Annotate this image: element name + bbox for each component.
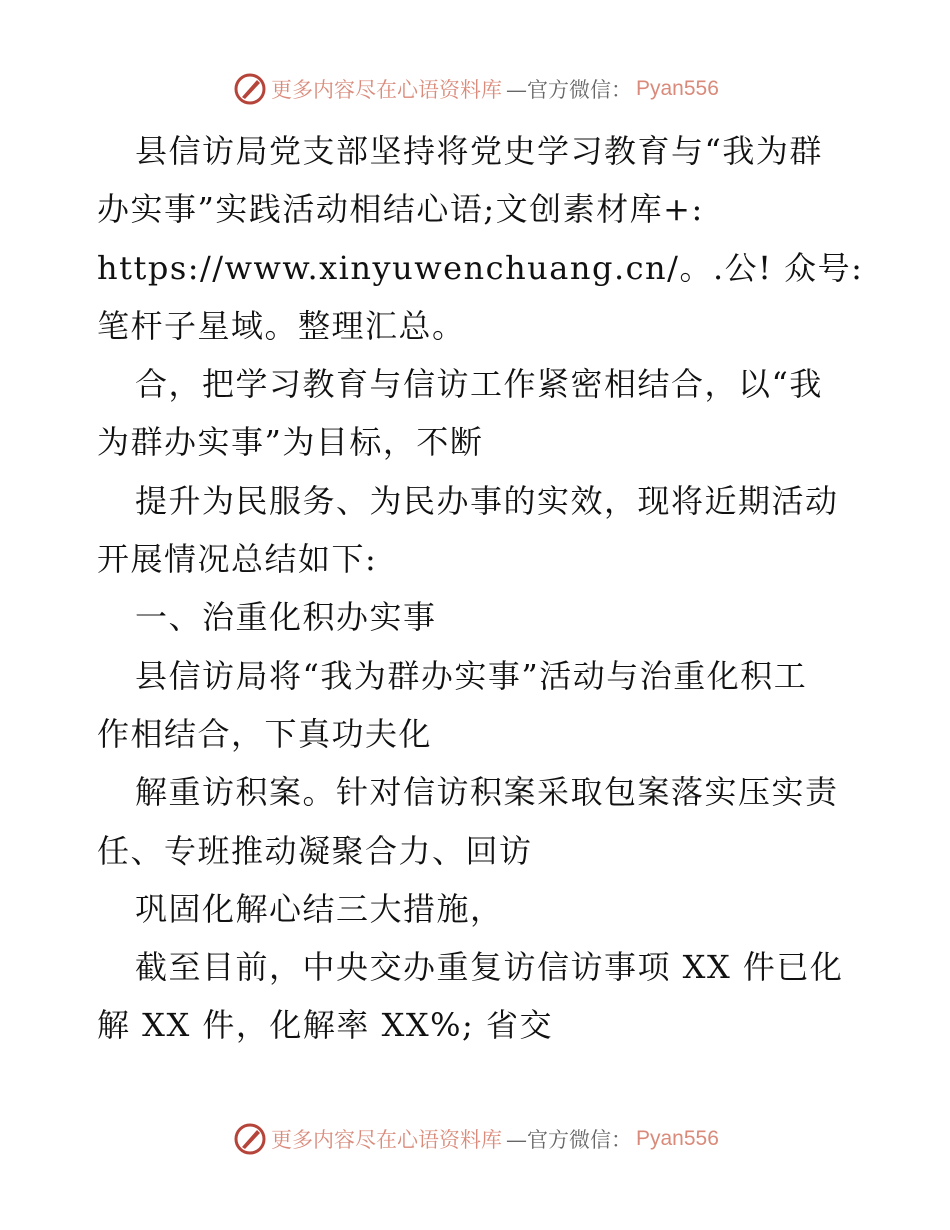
document-body: [97, 122, 864, 1055]
pen-logo-icon: [233, 1122, 267, 1156]
watermark-text: 更多内容尽在心语资料库: [271, 1128, 502, 1152]
text-line: 巩固化解心结三大措施，: [135, 889, 504, 928]
watermark-text: 更多内容尽在心语资料库: [271, 78, 502, 102]
text-line: 开展情况总结如下:: [97, 540, 378, 579]
watermark-wechat-id: Pyan556: [636, 77, 719, 100]
text-line: 任、专班推动凝聚合力、回访: [97, 831, 533, 870]
header-watermark: [233, 72, 719, 106]
text-line: 县信访局党支部坚持将党史学习教育与“我为群: [135, 132, 823, 170]
text-line: 为群办实事”为目标，不断: [97, 423, 484, 462]
text-line: 作相结合，下真功夫化: [97, 714, 433, 753]
watermark-wechat-id: Pyan556: [636, 1127, 719, 1150]
footer-watermark: [233, 1122, 719, 1156]
text-line: 合，把学习教育与信访工作紧密相结合，以“我: [135, 365, 823, 404]
text-line: https://www.xinyuwenchuang.cn/。.公! 众号:: [97, 248, 864, 287]
text-line: 解重访积案。针对信访积案采取包案落实压实责: [135, 773, 839, 812]
text-line: 解 XX 件，化解率 XX%; 省交: [97, 1006, 554, 1045]
watermark-wechat-label: —官方微信：: [506, 1128, 632, 1152]
text-line: 笔杆子星域。整理汇总。: [97, 306, 466, 345]
text-line: 县信访局将“我为群办实事”活动与治重化积工: [135, 656, 808, 695]
text-line: 截至目前，中央交办重复访信访事项 XX 件已化: [135, 948, 844, 987]
watermark-wechat-label: —官方微信：: [506, 78, 632, 102]
text-line: 办实事”实践活动相结心语;文创素材库+:: [97, 190, 704, 229]
text-line: 提升为民服务、为民办事的实效，现将近期活动: [135, 481, 839, 520]
text-line: 一、治重化积办实事: [135, 598, 437, 637]
pen-logo-icon: [233, 72, 267, 106]
